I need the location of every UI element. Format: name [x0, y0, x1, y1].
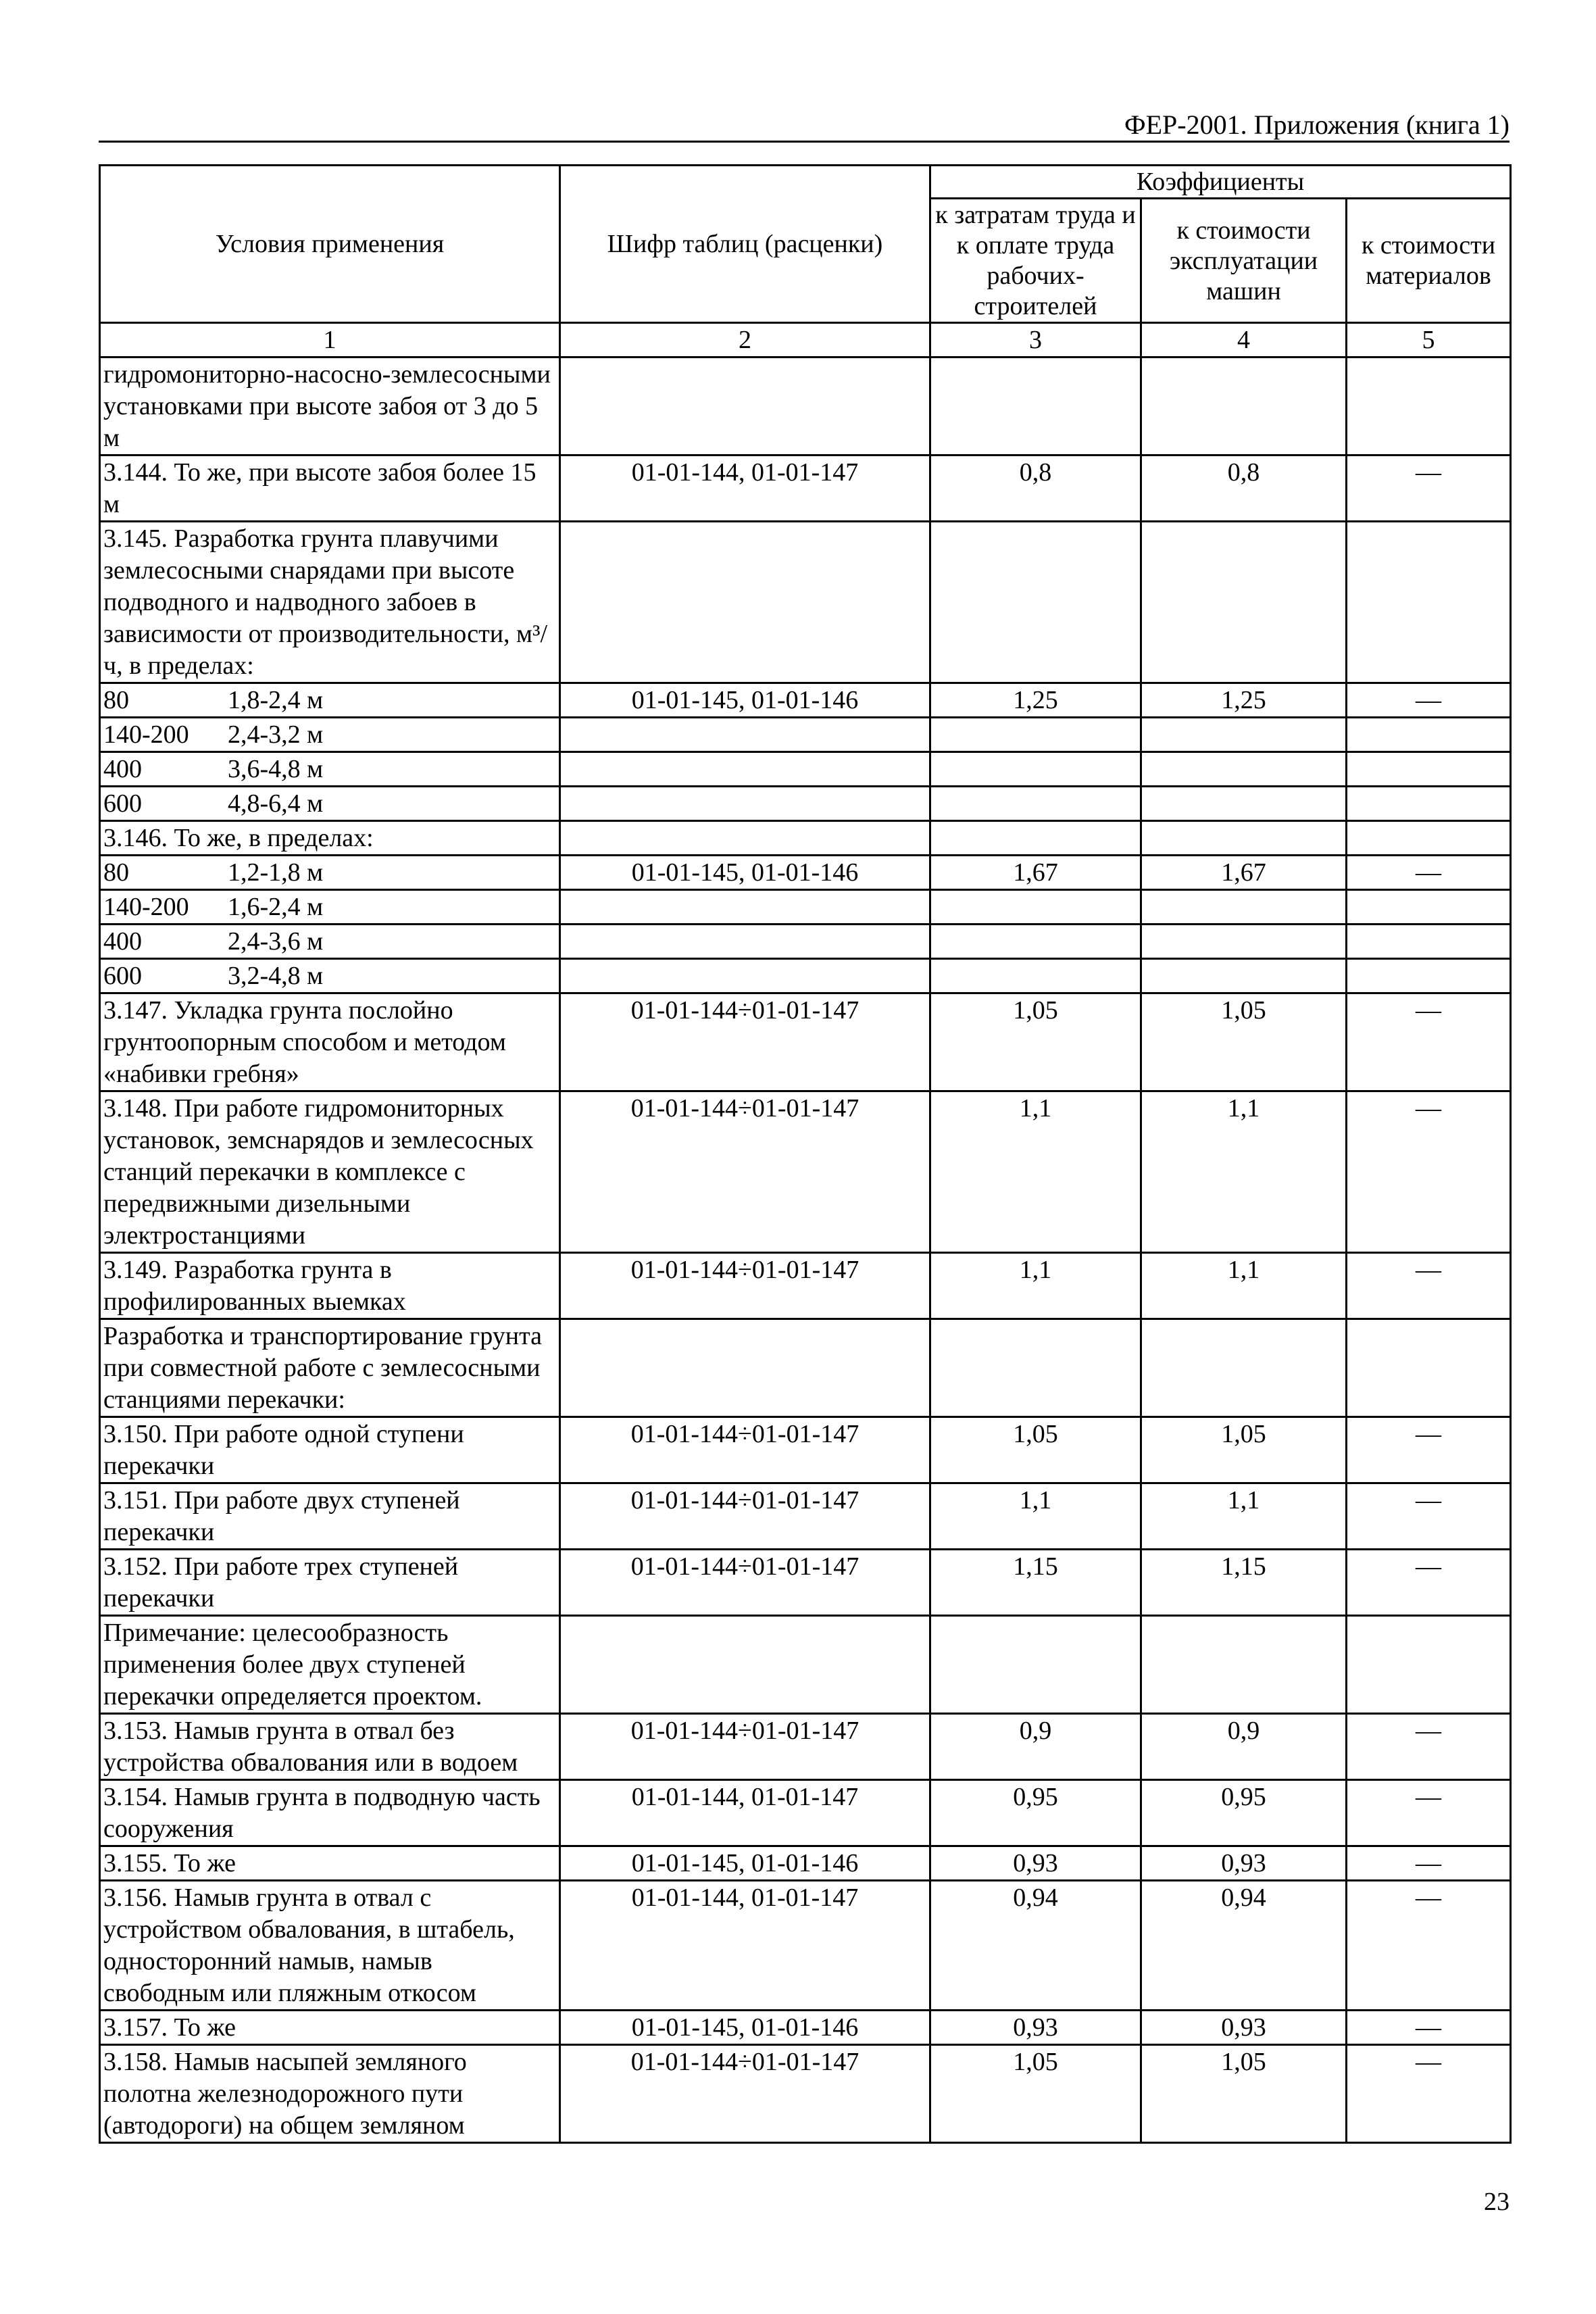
- materials-coef-cell: [1347, 752, 1511, 787]
- condition-cell: 3.146. То же, в пределах:: [100, 821, 560, 856]
- machines-coef-cell: 0,94: [1141, 1881, 1347, 2011]
- height-range: 1,6-2,4 м: [228, 893, 324, 921]
- table-code-cell: [560, 890, 930, 925]
- header-table-code: Шифр таблиц (расценки): [560, 166, 930, 323]
- table-row: [100, 1253, 1511, 1319]
- height-range: 1,2-1,8 м: [228, 858, 324, 887]
- table-row: [100, 787, 1511, 821]
- labor-coef-cell: [930, 1616, 1141, 1714]
- table-row: [100, 2011, 1511, 2045]
- labor-coef-cell: [930, 358, 1141, 456]
- column-number: 1: [100, 323, 560, 358]
- machines-coef-cell: [1141, 821, 1347, 856]
- capacity-value: 400: [103, 927, 142, 956]
- labor-coef-cell: [930, 959, 1141, 993]
- labor-coef-cell: [930, 925, 1141, 959]
- condition-cell: 3.151. При работе двух ступеней перекачки: [100, 1483, 560, 1550]
- materials-coef-cell: —: [1347, 2045, 1511, 2143]
- table-row: [100, 993, 1511, 1091]
- machines-coef-cell: 0,93: [1141, 1846, 1347, 1881]
- capacity-value: 140-200: [103, 720, 189, 749]
- condition-cell: [100, 683, 560, 718]
- machines-coef-cell: 0,9: [1141, 1714, 1347, 1780]
- table-code-cell: [560, 959, 930, 993]
- capacity-height-pair: [103, 891, 323, 923]
- table-code-cell: [560, 787, 930, 821]
- table-row: [100, 1846, 1511, 1881]
- machines-coef-cell: 1,05: [1141, 2045, 1347, 2143]
- materials-coef-cell: [1347, 959, 1511, 993]
- labor-coef-cell: 0,94: [930, 1881, 1141, 2011]
- height-range: 1,8-2,4 м: [228, 686, 324, 714]
- machines-coef-cell: [1141, 1319, 1347, 1417]
- table-code-cell: 01-01-144÷01-01-147: [560, 1714, 930, 1780]
- machines-coef-cell: [1141, 959, 1347, 993]
- materials-coef-cell: —: [1347, 993, 1511, 1091]
- labor-coef-cell: [930, 821, 1141, 856]
- table-row: [100, 821, 1511, 856]
- machines-coef-cell: [1141, 890, 1347, 925]
- machines-coef-cell: [1141, 787, 1347, 821]
- capacity-height-pair: [103, 857, 323, 889]
- machines-coef-cell: 1,1: [1141, 1483, 1347, 1550]
- labor-coef-cell: [930, 718, 1141, 752]
- table-code-cell: 01-01-145, 01-01-146: [560, 1846, 930, 1881]
- header-coefficients-group: Коэффициенты: [930, 166, 1511, 199]
- table-row: [100, 1780, 1511, 1846]
- condition-cell: 3.149. Разработка грунта в профилированных выемках: [100, 1253, 560, 1319]
- machines-coef-cell: 1,05: [1141, 1417, 1347, 1483]
- condition-cell: 3.148. При работе гидромониторных установок, земснарядов и землесосных станций перекачки в комплексе с передвижными дизельными электростанциями: [100, 1091, 560, 1253]
- condition-cell: Разработка и транспортирование грунта при совместной работе с землесосными станциями перекачки:: [100, 1319, 560, 1417]
- header-conditions: Условия применения: [100, 166, 560, 323]
- table-code-cell: 01-01-144, 01-01-147: [560, 1780, 930, 1846]
- materials-coef-cell: [1347, 821, 1511, 856]
- capacity-height-pair: [103, 685, 323, 716]
- labor-coef-cell: 1,1: [930, 1253, 1141, 1319]
- condition-cell: 3.144. То же, при высоте забоя более 15 м: [100, 456, 560, 522]
- condition-cell: [100, 856, 560, 890]
- labor-coef-cell: 0,9: [930, 1714, 1141, 1780]
- labor-coef-cell: [930, 522, 1141, 683]
- materials-coef-cell: [1347, 890, 1511, 925]
- capacity-value: 600: [103, 789, 142, 818]
- table-code-cell: 01-01-144÷01-01-147: [560, 1483, 930, 1550]
- machines-coef-cell: 1,05: [1141, 993, 1347, 1091]
- machines-coef-cell: 1,25: [1141, 683, 1347, 718]
- condition-cell: 3.150. При работе одной ступени перекачки: [100, 1417, 560, 1483]
- materials-coef-cell: [1347, 925, 1511, 959]
- table-code-cell: [560, 522, 930, 683]
- table-code-cell: 01-01-145, 01-01-146: [560, 683, 930, 718]
- labor-coef-cell: [930, 752, 1141, 787]
- table-code-cell: 01-01-144÷01-01-147: [560, 2045, 930, 2143]
- height-range: 2,4-3,2 м: [228, 720, 324, 749]
- labor-coef-cell: 0,95: [930, 1780, 1141, 1846]
- table-row: [100, 1616, 1511, 1714]
- table-code-cell: 01-01-145, 01-01-146: [560, 856, 930, 890]
- table-row: [100, 718, 1511, 752]
- table-code-cell: 01-01-144÷01-01-147: [560, 1417, 930, 1483]
- condition-cell: Примечание: целесообразность применения более двух ступеней перекачки определяется проектом.: [100, 1616, 560, 1714]
- machines-coef-cell: 0,8: [1141, 456, 1347, 522]
- labor-coef-cell: 1,1: [930, 1091, 1141, 1253]
- labor-coef-cell: 0,93: [930, 2011, 1141, 2045]
- header-materials: к стоимости материалов: [1347, 199, 1511, 323]
- machines-coef-cell: 1,15: [1141, 1550, 1347, 1616]
- capacity-height-pair: [103, 719, 323, 751]
- condition-cell: 3.157. То же: [100, 2011, 560, 2045]
- condition-cell: [100, 787, 560, 821]
- materials-coef-cell: —: [1347, 856, 1511, 890]
- machines-coef-cell: 1,1: [1141, 1253, 1347, 1319]
- machines-coef-cell: [1141, 752, 1347, 787]
- materials-coef-cell: —: [1347, 1550, 1511, 1616]
- condition-cell: 3.152. При работе трех ступеней перекачки: [100, 1550, 560, 1616]
- machines-coef-cell: 1,67: [1141, 856, 1347, 890]
- labor-coef-cell: 1,1: [930, 1483, 1141, 1550]
- labor-coef-cell: 0,8: [930, 456, 1141, 522]
- table-code-cell: 01-01-145, 01-01-146: [560, 2011, 930, 2045]
- machines-coef-cell: 0,95: [1141, 1780, 1347, 1846]
- machines-coef-cell: 1,1: [1141, 1091, 1347, 1253]
- capacity-height-pair: [103, 960, 323, 992]
- table-row: [100, 1483, 1511, 1550]
- capacity-value: 600: [103, 962, 142, 990]
- condition-cell: [100, 752, 560, 787]
- table-code-cell: [560, 358, 930, 456]
- table-row: [100, 856, 1511, 890]
- height-range: 3,6-4,8 м: [228, 755, 324, 783]
- table-code-cell: 01-01-144÷01-01-147: [560, 1091, 930, 1253]
- labor-coef-cell: [930, 890, 1141, 925]
- table-code-cell: 01-01-144÷01-01-147: [560, 993, 930, 1091]
- table-row: [100, 890, 1511, 925]
- column-number: 4: [1141, 323, 1347, 358]
- table-code-cell: 01-01-144, 01-01-147: [560, 1881, 930, 2011]
- table-code-cell: [560, 821, 930, 856]
- table-row: [100, 2045, 1511, 2143]
- condition-cell: [100, 890, 560, 925]
- capacity-value: 400: [103, 755, 142, 783]
- materials-coef-cell: [1347, 522, 1511, 683]
- materials-coef-cell: [1347, 358, 1511, 456]
- materials-coef-cell: [1347, 1319, 1511, 1417]
- condition-cell: 3.147. Укладка грунта послойно грунтоопорным способом и методом «набивки гребня»: [100, 993, 560, 1091]
- table-row: [100, 925, 1511, 959]
- materials-coef-cell: —: [1347, 1846, 1511, 1881]
- table-code-cell: [560, 925, 930, 959]
- condition-cell: 3.145. Разработка грунта плавучими землесосными снарядами при высоте подводного и надводного забоев в зависимости от производительности, м³/ч, в пределах:: [100, 522, 560, 683]
- column-number: 5: [1347, 323, 1511, 358]
- capacity-height-pair: [103, 754, 323, 785]
- machines-coef-cell: [1141, 925, 1347, 959]
- header-labor: к затратам труда и к оплате труда рабочих-строителей: [930, 199, 1141, 323]
- condition-cell: [100, 718, 560, 752]
- table-row: [100, 1714, 1511, 1780]
- capacity-height-pair: [103, 926, 323, 958]
- materials-coef-cell: —: [1347, 1780, 1511, 1846]
- labor-coef-cell: 1,05: [930, 993, 1141, 1091]
- capacity-value: 80: [103, 858, 129, 887]
- condition-cell: 3.156. Намыв грунта в отвал с устройством обвалования, в штабель, односторонний намыв, намыв свободным или пляжным откосом: [100, 1881, 560, 2011]
- condition-cell: 3.158. Намыв насыпей земляного полотна железнодорожного пути (автодороги) на общем земляном: [100, 2045, 560, 2143]
- materials-coef-cell: [1347, 1616, 1511, 1714]
- labor-coef-cell: 0,93: [930, 1846, 1141, 1881]
- page-number: 23: [1484, 2188, 1510, 2216]
- table-row: [100, 522, 1511, 683]
- condition-cell: 3.154. Намыв грунта в подводную часть сооружения: [100, 1780, 560, 1846]
- height-range: 4,8-6,4 м: [228, 789, 324, 818]
- table-row: [100, 1881, 1511, 2011]
- table-row: [100, 358, 1511, 456]
- table-row: [100, 683, 1511, 718]
- table-row: [100, 752, 1511, 787]
- materials-coef-cell: —: [1347, 1253, 1511, 1319]
- condition-cell: гидромониторно-насосно-землесосными установками при высоте забоя от 3 до 5 м: [100, 358, 560, 456]
- table-code-cell: [560, 718, 930, 752]
- labor-coef-cell: [930, 787, 1141, 821]
- column-number: 2: [560, 323, 930, 358]
- capacity-value: 140-200: [103, 893, 189, 921]
- capacity-value: 80: [103, 686, 129, 714]
- table-code-cell: [560, 1616, 930, 1714]
- machines-coef-cell: [1141, 718, 1347, 752]
- condition-cell: 3.153. Намыв грунта в отвал без устройства обвалования или в водоем: [100, 1714, 560, 1780]
- labor-coef-cell: 1,05: [930, 2045, 1141, 2143]
- materials-coef-cell: —: [1347, 456, 1511, 522]
- table-row: [100, 1417, 1511, 1483]
- column-numbers-row: [100, 323, 1511, 358]
- labor-coef-cell: 1,25: [930, 683, 1141, 718]
- table-row: [100, 1550, 1511, 1616]
- table-code-cell: 01-01-144÷01-01-147: [560, 1550, 930, 1616]
- table-body: [100, 358, 1511, 2143]
- table-row: [100, 1091, 1511, 1253]
- machines-coef-cell: [1141, 522, 1347, 683]
- height-range: 2,4-3,6 м: [228, 927, 324, 956]
- table-code-cell: 01-01-144÷01-01-147: [560, 1253, 930, 1319]
- materials-coef-cell: [1347, 787, 1511, 821]
- materials-coef-cell: —: [1347, 2011, 1511, 2045]
- machines-coef-cell: [1141, 358, 1347, 456]
- materials-coef-cell: —: [1347, 1417, 1511, 1483]
- materials-coef-cell: —: [1347, 1091, 1511, 1253]
- column-number: 3: [930, 323, 1141, 358]
- table-code-cell: [560, 752, 930, 787]
- labor-coef-cell: 1,15: [930, 1550, 1141, 1616]
- coefficients-table: [99, 164, 1512, 2144]
- running-header: ФЕР-2001. Приложения (книга 1): [1124, 109, 1510, 140]
- materials-coef-cell: [1347, 718, 1511, 752]
- materials-coef-cell: —: [1347, 1881, 1511, 2011]
- labor-coef-cell: 1,05: [930, 1417, 1141, 1483]
- table-row: [100, 456, 1511, 522]
- materials-coef-cell: —: [1347, 683, 1511, 718]
- header-rule: [99, 141, 1510, 143]
- condition-cell: [100, 959, 560, 993]
- table-row: [100, 959, 1511, 993]
- condition-cell: 3.155. То же: [100, 1846, 560, 1881]
- materials-coef-cell: —: [1347, 1714, 1511, 1780]
- height-range: 3,2-4,8 м: [228, 962, 324, 990]
- header-machines: к стоимости эксплуатации машин: [1141, 199, 1347, 323]
- table-code-cell: [560, 1319, 930, 1417]
- table-code-cell: 01-01-144, 01-01-147: [560, 456, 930, 522]
- table-row: [100, 1319, 1511, 1417]
- labor-coef-cell: [930, 1319, 1141, 1417]
- labor-coef-cell: 1,67: [930, 856, 1141, 890]
- machines-coef-cell: 0,93: [1141, 2011, 1347, 2045]
- materials-coef-cell: —: [1347, 1483, 1511, 1550]
- condition-cell: [100, 925, 560, 959]
- capacity-height-pair: [103, 788, 323, 820]
- machines-coef-cell: [1141, 1616, 1347, 1714]
